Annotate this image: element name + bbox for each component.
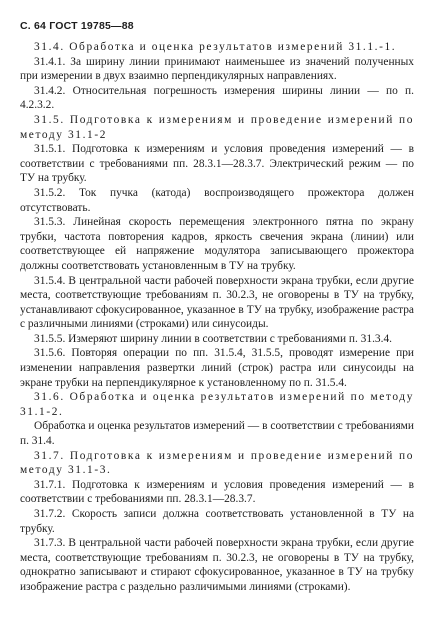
clause-31-5-4: 31.5.4. В центральной части рабочей поверхности экрана трубки, если другие места, соответствующие требованиям п. 30.2.3, не оговорены в ТУ на трубку, устанавливают сфокусированное, указанное в ТУ на трубку, изображение растра с различными линиями (строками) или синусоиды. (20, 274, 414, 331)
clause-31-7-2: 31.7.2. Скорость записи должна соответствовать установленной в ТУ на трубку. (20, 508, 414, 535)
clause-31-5-3: 31.5.3. Линейная скорость перемещения электронного пятна по экрану трубки, частота повторения кадров, яркость свечения экрана (линии) или соответствующее ей напряжение модулятора записывающего прожектора должны соответствовать установленным в ТУ на трубку. (20, 216, 414, 272)
section-heading-31-5: 31.5. Подготовка к измерениям и проведение измерений по методу 31.1-2 (20, 113, 414, 141)
clause-31-7-1: 31.7.1. Подготовка к измерениям и условия проведения измерений — в соответствии с требованиями пп. 28.3.1—28.3.7. (20, 478, 414, 506)
document-body (20, 40, 414, 595)
clause-31-5-5: 31.5.5. Измеряют ширину линии в соответствии с требованиями п. 31.3.4. (34, 332, 393, 345)
clause-31-5-2: 31.5.2. Ток пучка (катода) воспроизводящего прожектора должен отсутствовать. (20, 186, 414, 214)
clause-31-7-3: 31.7.3. В центральной части рабочей поверхности экрана трубки, если другие места, соответствующие требованиям п. 30.2.3, не оговорены в ТУ на трубку, однократно записывают и стирают сфокусированное, указанное в ТУ на трубку изображение растра с раздельно различимыми линиями (строками). (20, 537, 414, 593)
clause-31-5-1: 31.5.1. Подготовка к измерениям и условия проведения измерений — в соответствии с требованиями пп. 28.3.1—28.3.7. Электрический режим — по ТУ на трубку. (20, 143, 414, 185)
page-header: С. 64 ГОСТ 19785—88 (20, 20, 134, 32)
section-heading-31-4: 31.4. Обработка и оценка результатов измерений 31.1.-1. (34, 41, 397, 53)
section-heading-31-6: 31.6. Обработка и оценка результатов измерений по методу 31.1-2. (20, 391, 414, 418)
clause-31-5-6: 31.5.6. Повторяя операции по пп. 31.5.4, 31.5.5, проводят измерение при изменении направления развертки линий (строк) растра или синусоиды на экране трубки на перпендикулярное к установленному по п. 31.5.4. (20, 347, 414, 389)
clause-31-4-1: 31.4.1. За ширину линии принимают наименьшее из значений полученных при измерении в двух взаимно перпендикулярных направлениях. (20, 55, 414, 83)
clause-31-4-2: 31.4.2. Относительная погрешность измерения ширины линии — по п. 4.2.3.2. (20, 84, 414, 112)
section-heading-31-7: 31.7. Подготовка к измерениям и проведение измерений по методу 31.1-3. (20, 449, 414, 477)
clause-31-6-body: Обработка и оценка результатов измерений — в соответствии с требованиями п. 31.4. (20, 420, 414, 448)
